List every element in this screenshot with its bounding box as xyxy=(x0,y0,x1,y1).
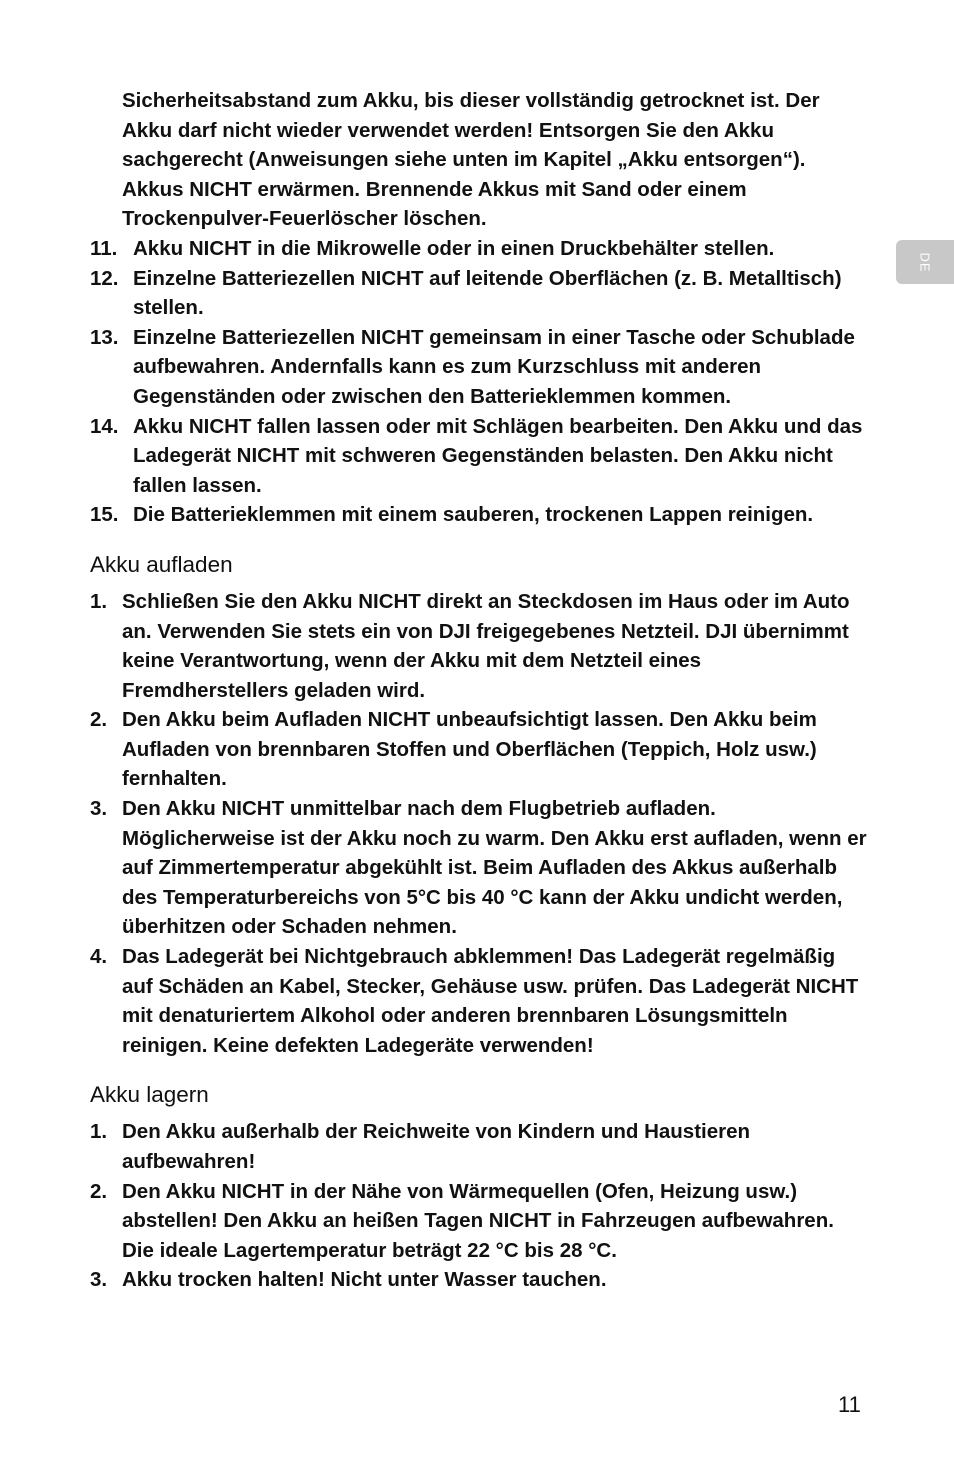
list-item-number: 1. xyxy=(90,589,108,613)
list-item xyxy=(90,1177,870,1266)
list-item-number: 2. xyxy=(90,708,108,732)
list-item xyxy=(90,234,870,264)
list-item-text: Den Akku beim Aufladen NICHT unbeaufsichtigt lassen. Den Akku beim Aufladen von brennbaren Stoffen und Oberflächen (Teppich, Holz usw.) fernhalten. xyxy=(122,708,817,791)
list-item xyxy=(90,705,870,794)
list-item-text: Den Akku NICHT unmittelbar nach dem Flugbetrieb aufladen. Möglicherweise ist der Akku noch zu warm. Den Akku erst aufladen, wenn er auf Zimmertemperatur abgekühlt ist. Beim Aufladen des Akkus außerhalb des Temperaturbereichs von 5°C bis 40 °C kann der Akku undicht werden, überhitzen oder Schaden nehmen. xyxy=(122,797,867,939)
list-item-number: 14. xyxy=(90,414,119,438)
safety-list xyxy=(90,234,870,530)
list-item-number: 13. xyxy=(90,325,119,349)
list-item xyxy=(90,587,870,705)
storage-list xyxy=(90,1117,870,1295)
list-item-number: 2. xyxy=(90,1179,108,1203)
list-item-number: 4. xyxy=(90,945,108,969)
list-item-number: 1. xyxy=(90,1120,108,1144)
list-item-number: 15. xyxy=(90,503,119,527)
list-item-text: Einzelne Batteriezellen NICHT gemeinsam in einer Tasche oder Schublade aufbewahren. Andernfalls kann es zum Kurzschluss mit anderen Gegenständen oder zwischen den Batterieklemmen kommen. xyxy=(133,325,855,408)
list-item-text: Akku trocken halten! Nicht unter Wasser tauchen. xyxy=(122,1268,607,1292)
list-item-number: 3. xyxy=(90,1268,108,1292)
list-item-text: Die Batterieklemmen mit einem sauberen, trockenen Lappen reinigen. xyxy=(133,503,814,527)
list-item xyxy=(90,412,870,501)
language-tab-label: DE xyxy=(917,251,933,273)
continuation-paragraph: Sicherheitsabstand zum Akku, bis dieser vollständig getrocknet ist. Der Akku darf nicht wieder verwendet werden! Entsorgen Sie den Akku sachgerecht (Anweisungen siehe unten im Kapitel „Akku entsorgen“). Akkus NICHT erwärmen. Brennende Akkus mit Sand oder einem Trockenpulver-Feuerlöscher löschen. xyxy=(122,89,820,231)
list-item-number: 3. xyxy=(90,797,108,821)
list-item-text: Den Akku NICHT in der Nähe von Wärmequellen (Ofen, Heizung usw.) abstellen! Den Akku an heißen Tagen NICHT in Fahrzeugen aufbewahren. Die ideale Lagertemperatur beträgt 22 °C bis 28 °C. xyxy=(122,1179,834,1262)
section-heading-charging: Akku aufladen xyxy=(90,551,233,577)
charging-list xyxy=(90,587,870,1061)
list-item xyxy=(90,1117,870,1176)
section-heading-storage: Akku lagern xyxy=(90,1082,209,1108)
list-item-text: Akku NICHT in die Mikrowelle oder in einen Druckbehälter stellen. xyxy=(133,236,775,260)
list-item-text: Das Ladegerät bei Nichtgebrauch abklemmen! Das Ladegerät regelmäßig auf Schäden an Kabel, Stecker, Gehäuse usw. prüfen. Das Ladegerät NICHT mit denaturiertem Alkohol oder anderen brennbaren Lösungsmitteln reinigen. Keine defekten Ladegeräte verwenden! xyxy=(122,945,859,1057)
list-item xyxy=(90,500,870,530)
list-item xyxy=(90,1265,870,1295)
list-item-text: Schließen Sie den Akku NICHT direkt an Steckdosen im Haus oder im Auto an. Verwenden Sie stets ein von DJI freigegebenes Netzteil. DJI übernimmt keine Verantwortung, wenn der Akku mit dem Netzteil eines Fremdherstellers geladen wird. xyxy=(122,589,850,702)
list-item-text: Den Akku außerhalb der Reichweite von Kindern und Haustieren aufbewahren! xyxy=(122,1120,751,1173)
list-item xyxy=(90,794,870,942)
list-item-text: Akku NICHT fallen lassen oder mit Schlägen bearbeiten. Den Akku und das Ladegerät NICHT mit schweren Gegenständen belasten. Den Akku nicht fallen lassen. xyxy=(133,414,863,497)
list-item xyxy=(90,942,870,1060)
list-item-text: Einzelne Batteriezellen NICHT auf leitende Oberflächen (z. B. Metalltisch) stellen. xyxy=(133,266,842,320)
page-number: 11 xyxy=(838,1392,861,1417)
list-item-number: 12. xyxy=(90,266,119,290)
list-item-number: 11. xyxy=(90,236,118,260)
language-tab xyxy=(896,240,954,284)
page-content xyxy=(90,86,870,1295)
list-item xyxy=(90,264,870,323)
list-item xyxy=(90,323,870,412)
